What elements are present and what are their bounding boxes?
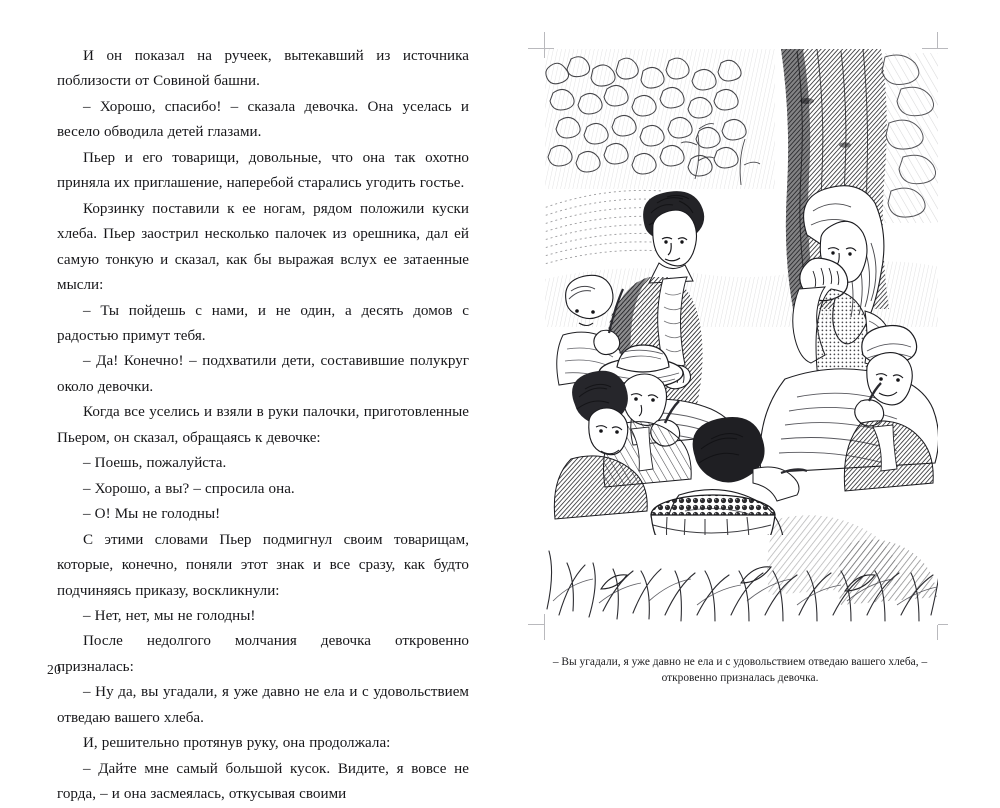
paragraph: И, решительно протянув руку, она продолжала: [83,735,391,752]
paragraph: И он показал на ручеек, вытекавший из источника поблизости от Совиной башни. [57,48,469,90]
engraving-illustration [545,49,938,625]
left-page [0,0,500,803]
paragraph: Пьер и его товарищи, довольные, что она так охотно приняла их приглашение, наперебой старались угодить гостье. [57,149,469,192]
paragraph: – Ну да, вы угадали, я уже давно не ела и с удовольствием отведаю вашего хлеба. [57,684,469,726]
paragraph: – Поешь, пожалуйста. [83,455,227,472]
paragraph: – Хорошо, а вы? – спросила она. [83,480,295,497]
paragraph: – Да! Конечно! – подхватили дети, составившие полукруг около девочки. [57,353,469,395]
illustration-plate [528,32,948,685]
paragraph: – Хорошо, спасибо! – сказала девочка. Она уселась и весело обводила детей глазами. [57,98,469,141]
paragraph: Когда все уселись и взяли в руки палочки, приготовленные Пьером, он сказал, обращаясь к девочке: [57,404,469,446]
right-page [500,0,1000,750]
illustration-caption: – Вы угадали, я уже давно не ела и с удовольствием отведаю вашего хлеба, – откровенно призналась девочка. [552,656,928,685]
paragraph: – Дайте мне самый большой кусок. Видите, я вовсе не горда, – и она засмеялась, откусывая своими [57,760,469,803]
paragraph: – Ты пойдешь с нами, и не один, а десять домов с радостью примут тебя. [57,302,469,344]
paragraph: – О! Мы не голодны! [83,506,221,523]
paragraph: С этими словами Пьер подмигнул своим товарищам, которые, конечно, поняли этот знак и все сразу, как будто подчиняясь приказу, воскликнули: [57,531,469,599]
page-number: 20 [47,662,62,677]
body-text-column [57,44,469,808]
paragraph: После недолгого молчания девочка откровенно призналась: [57,633,469,675]
paragraph: – Нет, нет, мы не голодны! [83,607,256,624]
paragraph: Корзинку поставили к ее ногам, рядом положили куски хлеба. Пьер заострил несколько палочек из орешника, дал ей самую тонкую и сказал, как бы выражая вслух ее затаенные мысли: [57,200,469,294]
